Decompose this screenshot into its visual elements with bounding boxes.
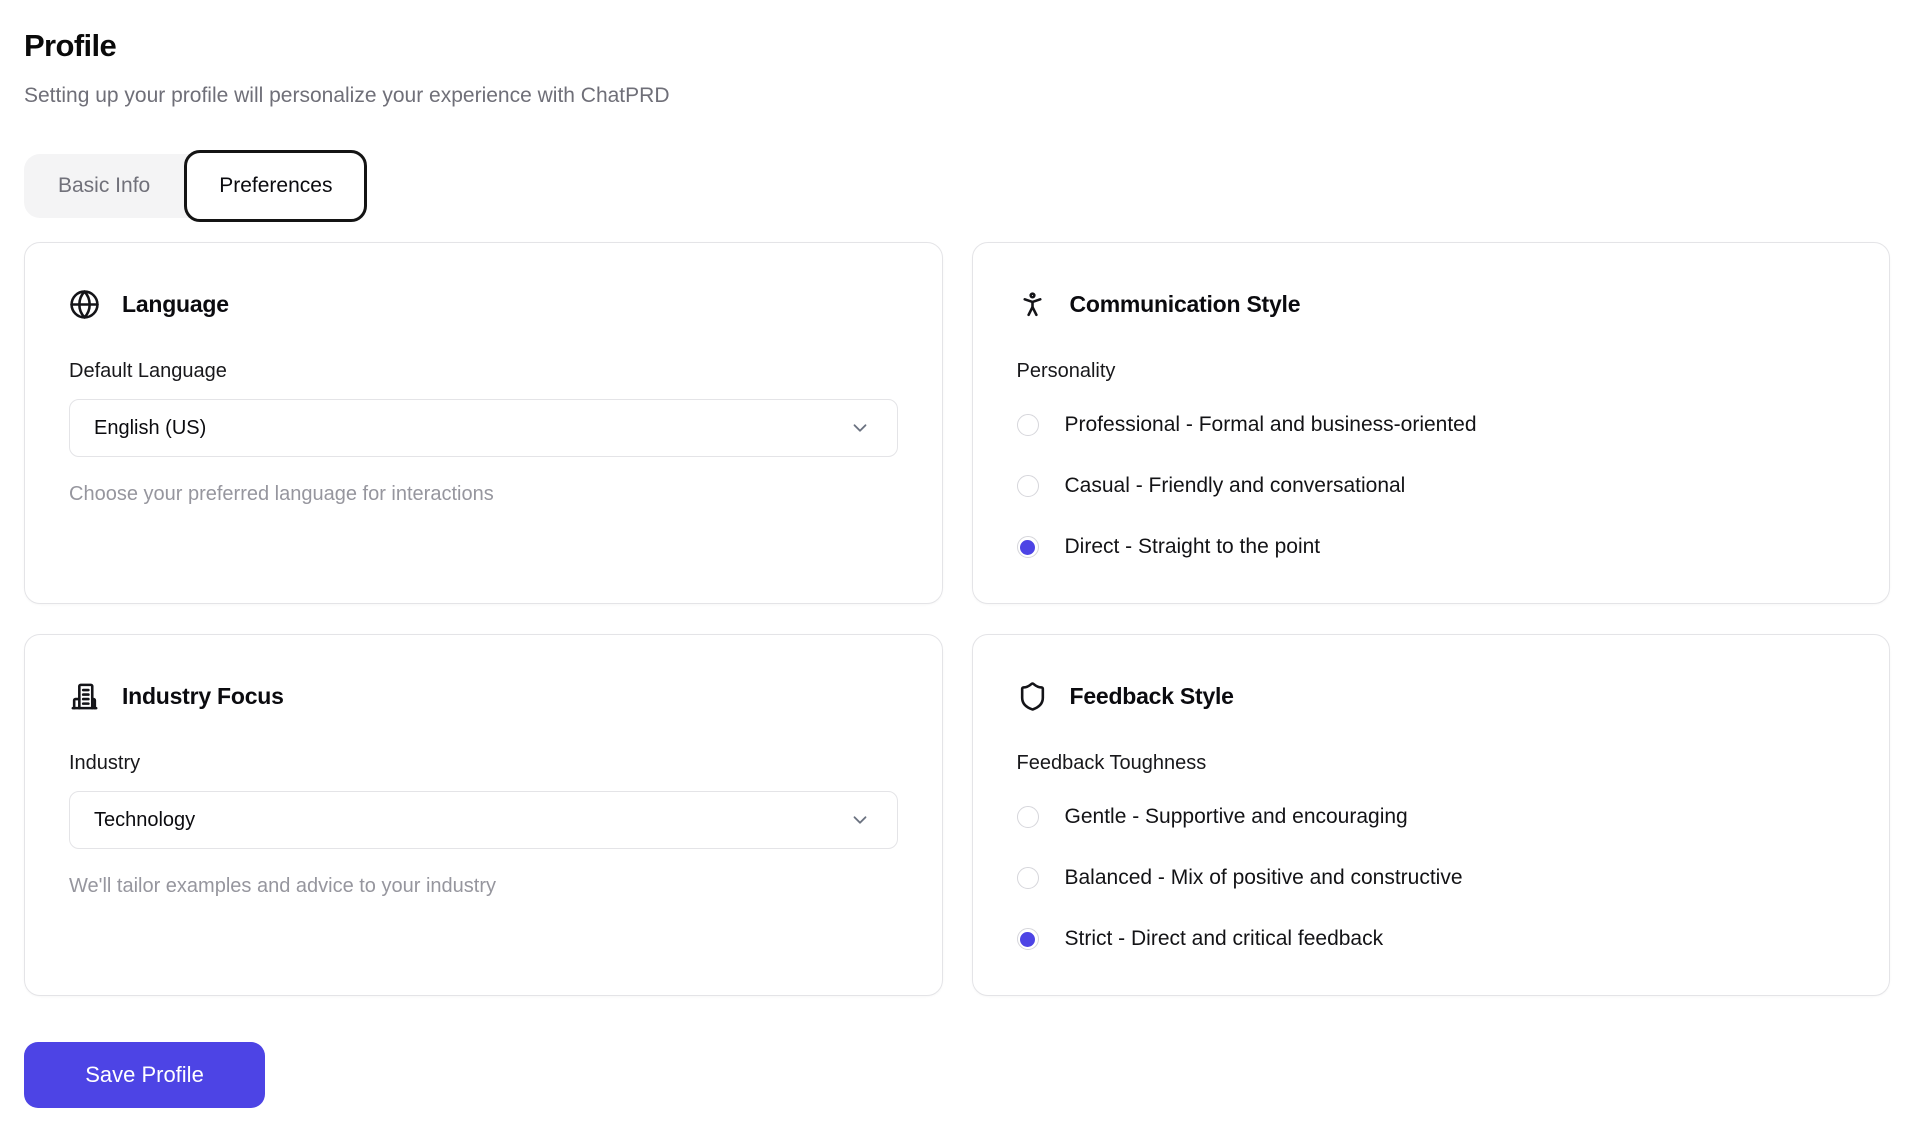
radio-option-professional[interactable]: [1017, 413, 1846, 437]
personality-group-label: Personality: [1016, 360, 1116, 382]
radio-label: Balanced - Mix of positive and constructive: [1064, 866, 1463, 889]
radio-option-gentle[interactable]: [1017, 805, 1846, 829]
shield-icon: [1017, 681, 1048, 712]
radio-icon[interactable]: [1017, 414, 1039, 436]
communication-style-card: [972, 242, 1891, 604]
save-profile-button[interactable]: Save Profile: [24, 1042, 265, 1108]
radio-option-casual[interactable]: [1017, 474, 1846, 498]
tab-basic-info[interactable]: Basic Info: [58, 174, 151, 197]
select-value: English (US): [94, 416, 207, 439]
page-title: Profile: [24, 28, 117, 63]
radio-label: Direct - Straight to the point: [1064, 535, 1321, 558]
radio-label: Gentle - Supportive and encouraging: [1064, 805, 1408, 828]
page-subtitle: Setting up your profile will personalize your experience with ChatPRD: [24, 84, 670, 107]
radio-option-direct[interactable]: [1017, 535, 1846, 559]
feedback-toughness-radio-group: [1017, 805, 1846, 951]
tab-preferences[interactable]: Preferences: [184, 150, 367, 222]
radio-icon[interactable]: [1017, 867, 1039, 889]
person-standing-icon: [1017, 289, 1048, 320]
radio-icon[interactable]: [1017, 806, 1039, 828]
radio-icon[interactable]: [1017, 475, 1039, 497]
profile-tabs: [24, 154, 367, 218]
radio-label: Strict - Direct and critical feedback: [1064, 927, 1384, 950]
feedback-card-header: [1017, 681, 1846, 712]
feedback-toughness-group-label: Feedback Toughness: [1016, 752, 1207, 774]
personality-radio-group: [1017, 413, 1846, 559]
communication-card-header: [1017, 289, 1846, 320]
default-language-label: Default Language: [69, 360, 227, 382]
industry-label: Industry: [69, 752, 141, 774]
feedback-style-card: [972, 634, 1891, 996]
building-icon: [69, 681, 100, 712]
radio-icon[interactable]: [1017, 928, 1039, 950]
card-title: Communication Style: [1069, 291, 1301, 317]
language-helper-text: Choose your preferred language for interactions: [69, 483, 494, 505]
card-title: Industry Focus: [122, 683, 284, 709]
card-title: Feedback Style: [1069, 683, 1234, 709]
industry-focus-card: [24, 634, 943, 996]
radio-option-balanced[interactable]: [1017, 866, 1846, 890]
radio-label: Professional - Formal and business-oriented: [1064, 413, 1477, 436]
chevron-down-icon: [849, 809, 871, 831]
globe-icon: [69, 289, 100, 320]
industry-select[interactable]: [69, 791, 898, 849]
radio-label: Casual - Friendly and conversational: [1064, 474, 1406, 497]
chevron-down-icon: [849, 417, 871, 439]
language-card-header: [69, 289, 898, 320]
radio-option-strict[interactable]: [1017, 927, 1846, 951]
industry-card-header: [69, 681, 898, 712]
preferences-grid: [24, 242, 1890, 996]
industry-helper-text: We'll tailor examples and advice to your industry: [69, 875, 496, 897]
card-title: Language: [122, 291, 229, 317]
default-language-select[interactable]: [69, 399, 898, 457]
radio-icon[interactable]: [1017, 536, 1039, 558]
language-card: [24, 242, 943, 604]
select-value: Technology: [94, 808, 196, 831]
